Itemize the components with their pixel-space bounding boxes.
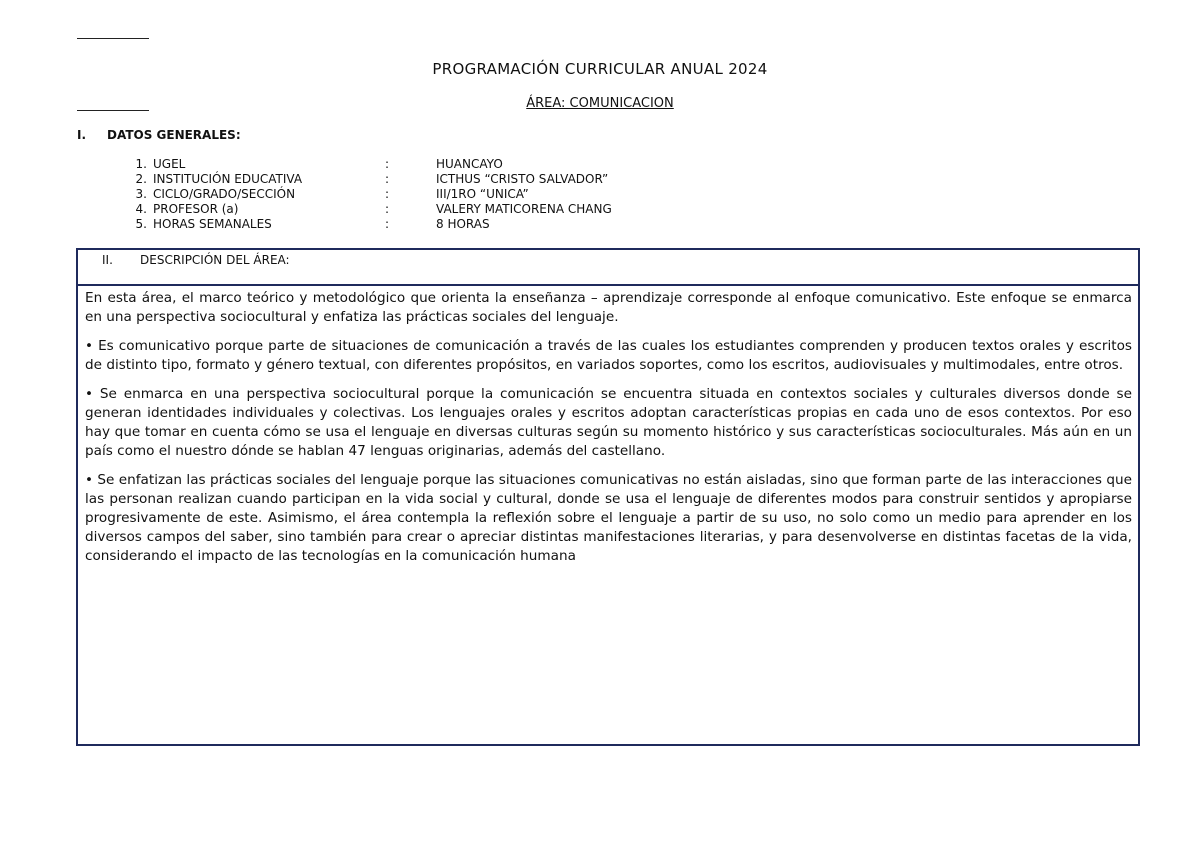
description-paragraph: • Se enfatizan las prácticas sociales del lenguaje porque las situaciones comunicativas no están aisladas, sino que forman parte de las interacciones que las personan realizan cuando participan en la vida social y cultural, donde se usa el lenguaje de diferentes modos para construir sentidos y apropiarse progresivamente de este. Asimismo, el área contempla la reflexión sobre el lenguaje a partir de su uso, no solo como un medio para aprender en los diversos campos del saber, sino también para crear o apreciar distintas manifestaciones literarias, y para desenvolverse en distintas facetas de la vida, considerando el impacto de las tecnologías en la comunicación humana bbox=[85, 472, 1132, 564]
section-heading: DESCRIPCIÓN DEL ÁREA: bbox=[140, 253, 290, 267]
section-number: I. bbox=[77, 128, 87, 142]
description-paragraph: • Es comunicativo porque parte de situaciones de comunicación a través de las cuales los estudiantes comprenden y producen textos orales y escritos de distinto tipo, formato y género textual, con diferentes propósitos, en variados soportes, como los escritos, audiovisuales y multimodales, entre otros. bbox=[85, 338, 1132, 373]
area-heading: ÁREA: COMUNICACION bbox=[526, 96, 674, 111]
item-colon: : bbox=[385, 172, 390, 186]
item-colon: : bbox=[385, 157, 390, 171]
item-colon: : bbox=[385, 202, 390, 216]
description-paragraph: • Se enmarca en una perspectiva sociocultural porque la comunicación se encuentra situada en contextos sociales y culturales diversos donde se generan identidades individuales y colectivas. Los lenguajes orales y escritos adoptan características propias en cada uno de esos contextos. Por eso hay que tomar en cuenta cómo se usa el lenguaje en diversas culturas según su momento histórico y sus características socioculturales. Más aún en un país como el nuestro dónde se hablan 47 lenguas originarias, además del castellano. bbox=[85, 386, 1132, 459]
item-colon: : bbox=[385, 217, 390, 231]
description-paragraph: En esta área, el marco teórico y metodológico que orienta la enseñanza – aprendizaje corresponde al enfoque comunicativo. Este enfoque se enmarca en una perspectiva sociocultural y enfatiza las prácticas sociales del lenguaje. bbox=[85, 290, 1132, 325]
item-label: PROFESOR (a) bbox=[153, 202, 239, 216]
item-number: 2. bbox=[135, 172, 147, 186]
item-number: 1. bbox=[135, 157, 147, 171]
item-number: 3. bbox=[135, 187, 147, 201]
section-number: II. bbox=[102, 253, 113, 267]
item-number: 5. bbox=[135, 217, 147, 231]
item-value: VALERY MATICORENA CHANG bbox=[436, 202, 612, 216]
item-value: HUANCAYO bbox=[436, 157, 503, 171]
document-title: PROGRAMACIÓN CURRICULAR ANUAL 2024 bbox=[432, 60, 768, 78]
item-value: 8 HORAS bbox=[436, 217, 490, 231]
section-datos-generales bbox=[77, 128, 241, 142]
item-value: III/1RO “UNICA” bbox=[436, 187, 529, 201]
item-colon: : bbox=[385, 187, 390, 201]
item-label: UGEL bbox=[153, 157, 186, 171]
item-number: 4. bbox=[135, 202, 147, 216]
top-rule bbox=[77, 38, 149, 39]
description-body bbox=[78, 286, 1138, 566]
item-label: HORAS SEMANALES bbox=[153, 217, 272, 231]
description-table bbox=[76, 248, 1140, 746]
item-label: INSTITUCIÓN EDUCATIVA bbox=[153, 172, 303, 186]
section-heading: DATOS GENERALES: bbox=[107, 128, 241, 142]
description-header bbox=[78, 250, 1138, 286]
item-value: ICTHUS “CRISTO SALVADOR” bbox=[436, 172, 609, 186]
item-label: CICLO/GRADO/SECCIÓN bbox=[153, 187, 296, 201]
